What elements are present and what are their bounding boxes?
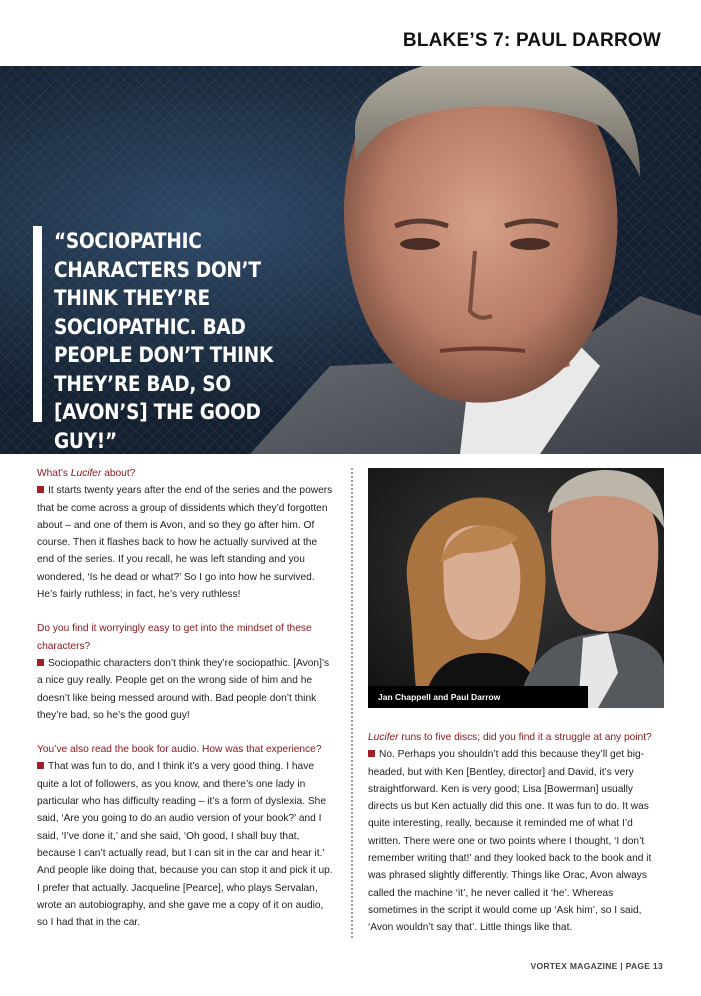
answer-2: Sociopathic characters don’t think they’re sociopathic. [Avon]’s a nice guy really. People get on the wrong side of him and he doesn’t like being messed around with. Bad people don’t think they’re bad, so he’s the good guy! <box>37 657 330 721</box>
bullet-square-icon <box>37 659 44 666</box>
column-divider <box>351 468 353 938</box>
page-footer: VORTEX MAGAZINE | PAGE 13 <box>530 961 663 971</box>
question-3: You’ve also read the book for audio. How was that experience? <box>37 744 322 756</box>
answer-4: No. Perhaps you shouldn’t add this because they’ll get big-headed, but with Ken [Bentley, director] and David, it’s very straightforward. Ken is very good; Lisa [Bowerman] usually directs us but Ken actually did this one. It was fun to do. It was quite interesting, really, because it reminded me of what I’d written. There were one or two points where I thought, ‘I don’t remember writing that!’ and they looked back to the book and it was phrased slightly differently. Things like Orac, Avon always called the machine ‘it’, he never called it ‘he’. Whereas sometimes in the script it would come up ‘Ask him’, so I said, ‘Avon wouldn’t say that’. Little things like that. <box>368 749 652 934</box>
bullet-square-icon <box>368 750 375 757</box>
pull-quote: “SOCIOPATHIC CHARACTERS DON’T THINK THEY’RE SOCIOPATHIC. BAD PEOPLE DON’T THINK THEY’RE BAD, SO [AVON’S] THE GOOD GUY!” <box>54 229 274 454</box>
photo-illustration <box>368 468 664 708</box>
question-1: What’s Lucifer about? <box>37 468 136 479</box>
quote-accent-bar <box>33 226 42 422</box>
photo-caption: Jan Chappell and Paul Darrow <box>368 686 588 708</box>
question-4: Lucifer runs to five discs; did you find it a struggle at any point? <box>368 732 652 743</box>
bullet-square-icon <box>37 762 44 769</box>
hero-banner <box>0 66 701 454</box>
bullet-square-icon <box>37 486 44 493</box>
question-2: Do you find it worryingly easy to get into the mindset of these characters? <box>37 623 312 652</box>
photo-jan-chappell-paul-darrow <box>368 468 664 708</box>
right-column <box>368 729 664 937</box>
page-header-title: BLAKE’S 7: PAUL DARROW <box>402 30 661 51</box>
answer-1: It starts twenty years after the end of the series and the powers that be come across a group of dissidents which they’d forgotten about – and one of them is Avon, and so they go after him. Of course. Then it flashes back to how he actually survived at the end of the series. If you recall, he was left standing and you wondered, ‘Is he dead or what?’ So I go into how he survived. He’s fairly ruthless; in fact, he’s very ruthless! <box>37 485 333 601</box>
left-column <box>37 465 333 931</box>
answer-3: That was fun to do, and I think it’s a very good thing. I have quite a lot of followers, as you know, and there’s one lady in particular who has difficulty reading – it’s a form of dyslexia. She said, ‘Are you going to do an audio version of your book?’ and I said, ‘I’ve done it,’ and she said, ‘Oh good, I shall buy that, because I can’t actually read, but I can sit in the car and hear it.’ And people like doing that, because you can stop it and pick it up. I prefer that actually. Jacqueline [Pearce], who plays Servalan, wrote an autobiography, and she gave me a copy of it on audio, so I had that in the car. <box>37 761 333 929</box>
